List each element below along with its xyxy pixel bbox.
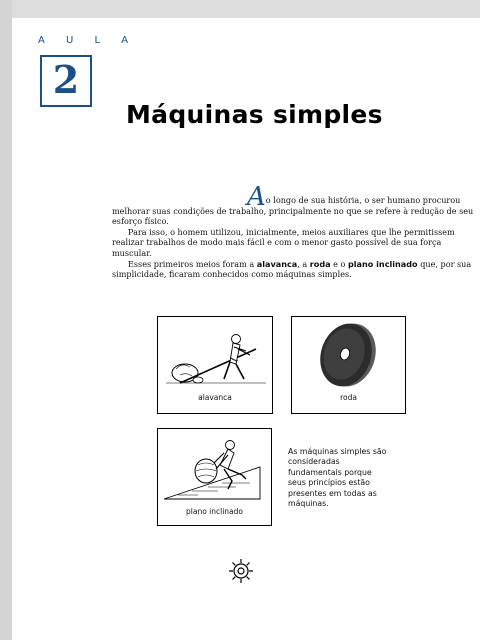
- figure-caption: roda: [340, 393, 357, 402]
- p3-part4: que, por sua simplicidade, ficaram conhecidos como máquinas simples.: [112, 258, 472, 280]
- keyword-alavanca: alavanca: [256, 258, 298, 269]
- p3-part2: , a: [297, 258, 310, 269]
- lever-illustration: [158, 317, 272, 397]
- figure-plano-inclinado: [157, 428, 272, 526]
- side-note: As máquinas simples são consideradas fundamentais porque seus princípios estão presentes em todas as máquinas.: [288, 447, 387, 509]
- p3-part3: e o: [330, 258, 348, 269]
- intro-paragraph: [112, 182, 474, 227]
- figure-caption: plano inclinado: [186, 507, 243, 516]
- intro-first-line: o longo de sua história, o ser humano: [265, 195, 421, 205]
- chapter-number: 2: [52, 57, 80, 102]
- gear-icon: [228, 558, 254, 584]
- chapter-label: A U L A: [38, 35, 138, 46]
- body-text: [112, 182, 480, 280]
- keyword-roda: roda: [309, 258, 331, 269]
- left-margin-band: [0, 0, 12, 640]
- figure-alavanca: [157, 316, 273, 414]
- page-title: Máquinas simples: [126, 100, 383, 129]
- drop-cap: A: [247, 182, 266, 212]
- figure-roda: [291, 316, 406, 414]
- keyword-plano-inclinado: plano inclinado: [347, 258, 418, 269]
- top-band: [0, 0, 480, 18]
- chapter-number-box: [40, 55, 92, 107]
- wheel-illustration: [292, 317, 405, 397]
- paragraph-2: Para isso, o homem utilizou, inicialmente, meios auxiliares que lhe permitissem realizar trabalhos de modo mais fácil e com o menor gasto possível de sua força muscular.: [112, 226, 455, 258]
- p3-part1: Esses primeiros meios foram a: [128, 258, 257, 269]
- figure-caption: alavanca: [198, 393, 232, 402]
- intro-rest: procurou melhorar suas condições de trabalho, principalmente no que se refere à redução de seu esforço físico.: [112, 195, 474, 227]
- paragraph-3: [112, 259, 480, 280]
- inclined-plane-illustration: [158, 429, 271, 509]
